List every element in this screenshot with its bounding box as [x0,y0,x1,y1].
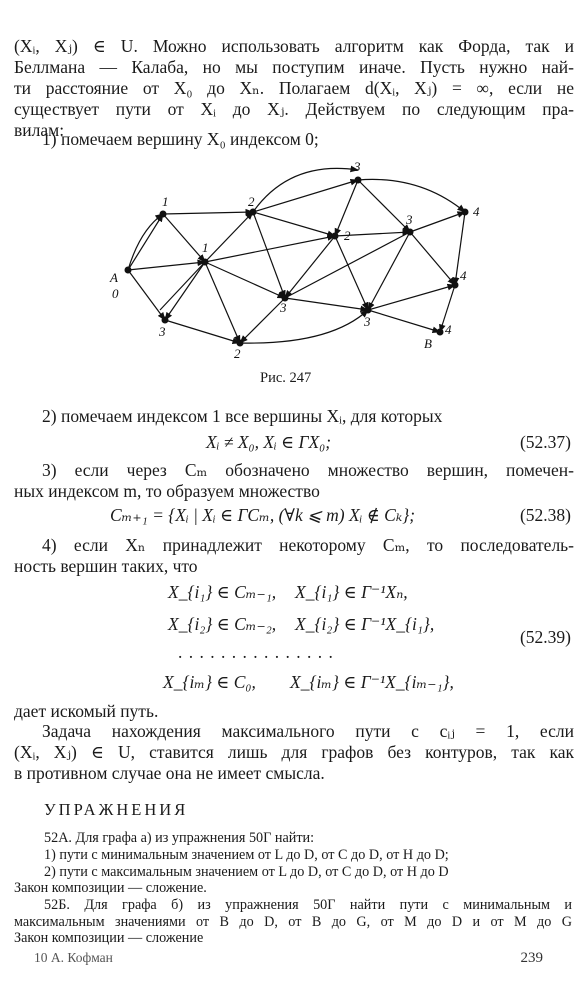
text-line: вилам: [14,120,65,140]
text-line: 2) пути с максимальным значением от L до D, от C до D, от H до D [44,864,449,880]
text-line: 4) если Xₙ принадлежит некоторому Cₘ, то последователь- [42,535,574,555]
equation-number: (52.37) [519,432,571,452]
rule-2: 2) помечаем индексом 1 все вершины Xᵢ, для которых [42,406,443,426]
text-line: дает искомый путь. [14,701,159,721]
text-line: 1) пути с минимальным значением от L до D, от C до D, от H до D; [44,847,449,863]
text-line: Закон композиции — сложение. [14,880,207,896]
text-line: Закон композиции — сложение [14,930,204,946]
vertex-label: 4 [473,204,480,219]
vertex-label: 2 [248,194,255,209]
vertex-label: 4 [445,322,452,337]
equation-row: X_{iₘ} ∈ C₀, [163,672,256,692]
equation-row: X_{i₂} ∈ Γ⁻¹X_{i₁}, [295,614,435,634]
text-line: ных индексом m, то образуем множество [14,481,320,501]
vertex-label: 2 [344,228,351,243]
graph-figure [0,150,587,365]
vertex-label: 1 [162,194,169,209]
exercise-52a-title: 52А. Для графа а) из упражнения 50Г найти: [44,830,315,846]
vertex-label: 3 [406,212,413,227]
footer-author: 10 А. Кофман [34,950,113,965]
equation-row: X_{i₁} ∈ Cₘ₋₁, [168,582,277,602]
vertex-label-b: B [424,336,432,351]
equation-number: (52.38) [519,505,571,525]
vertex-label: 1 [202,240,209,255]
vertex-label: 4 [460,268,467,283]
text-line: 3) если через Cₘ обозначено множество вершин, помечен- [42,460,574,480]
equation-row: X_{i₂} ∈ Cₘ₋₂, [168,614,277,634]
text-line: Задача нахождения максимального пути с cᵢⱼ = 1, если [42,721,574,741]
equation-52-38: Cₘ₊₁ = {Xᵢ | Xᵢ ∈ ΓCₘ, (∀k ⩽ m) Xᵢ ∉ Cₖ}; [110,505,416,525]
equation-number: (52.39) [519,627,571,647]
vertex-label: 3 [159,324,166,339]
text-line: ность вершин таких, что [14,556,198,576]
equation-row: X_{i₁} ∈ Γ⁻¹Xₙ, [295,582,408,602]
equation-52-37: Xᵢ ≠ X₀, Xᵢ ∈ ΓX₀; [206,432,332,452]
exercise-52b-title: 52Б. Для графа б) из упражнения 50Г найти пути с минимальным и [44,897,572,913]
vertex-label: 3 [354,159,361,174]
text-line: существует пути от Xᵢ до Xⱼ. Действуем по следующим пра- [14,99,574,119]
equation-row: X_{iₘ} ∈ Γ⁻¹X_{iₘ₋₁}, [290,672,454,692]
text-line: Беллмана — Калаба, но мы поступим иначе. Пусть нужно най- [14,57,574,77]
text-line: (Xᵢ, Xⱼ) ∈ U. Можно использовать алгоритм как Форда, так и [14,36,574,56]
vertex-label: 3 [280,300,287,315]
vertex-label: 2 [234,346,241,361]
rule-1: 1) помечаем вершину X₀ индексом 0; [42,129,319,149]
text-line: в противном случае она не имеет смысла. [14,763,325,783]
vertex-label-a: A [110,270,118,285]
page-number: 239 [520,950,543,966]
text-line: (Xᵢ, Xⱼ) ∈ U, ставится лишь для графов без контуров, так как [14,742,574,762]
vertex-label-0: 0 [112,286,119,301]
figure-caption: Рис. 247 [260,370,312,386]
vertex-label: 3 [364,314,371,329]
text-line: максимальным значениями от B до D, от B до G, от M до D и от M до G [14,914,572,930]
text-line: ти расстояние от X₀ до Xₙ. Полагаем d(Xᵢ, Xⱼ) = ∞, если не [14,78,574,98]
section-heading: УПРАЖНЕНИЯ [44,800,189,819]
equation-dots: . . . . . . . . . . . . . . . [178,642,334,662]
